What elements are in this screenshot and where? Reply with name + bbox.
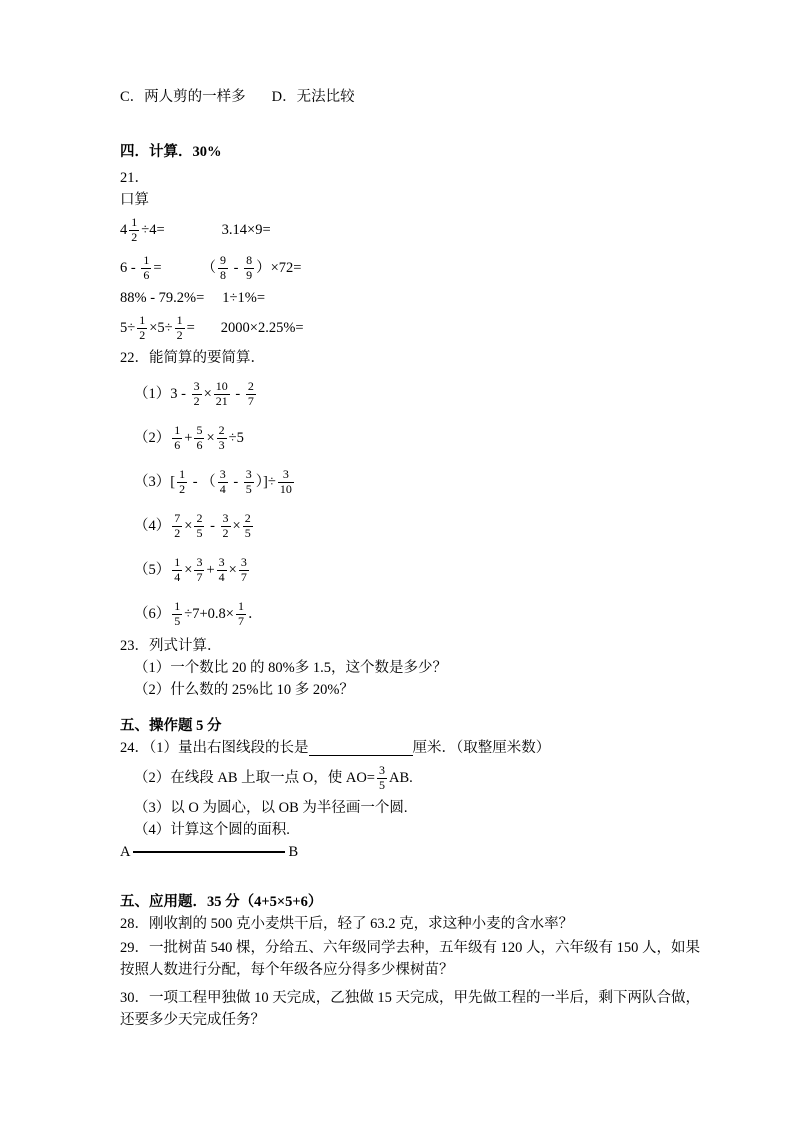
text-run: ÷7+0.8× <box>184 606 234 622</box>
fraction <box>172 512 182 541</box>
text-run: 按照人数进行分配，每个年级各应分得多少棵树苗？ <box>120 962 454 978</box>
line-segment <box>133 851 285 853</box>
fraction-denominator: 6 <box>143 267 150 282</box>
fraction <box>194 556 204 585</box>
item-29-line-2 <box>120 959 793 981</box>
section-heading-application <box>120 891 793 913</box>
fraction <box>194 424 204 453</box>
fraction-denominator: 4 <box>219 481 226 496</box>
fraction-denominator: 7 <box>196 569 203 584</box>
fraction <box>214 380 230 409</box>
fraction-denominator: 7 <box>237 613 244 628</box>
fraction-numerator: 10 <box>215 378 228 393</box>
text-run: - <box>230 260 243 276</box>
item-23-sub-2 <box>134 679 793 701</box>
fraction-numerator: 3 <box>245 466 252 481</box>
simplify-expr-4 <box>134 507 793 545</box>
text-run: AB. <box>388 770 413 786</box>
item-29-line-1 <box>120 937 793 959</box>
text-run: 21． <box>120 170 149 186</box>
section-heading-operation <box>120 715 793 737</box>
fraction-numerator: 2 <box>247 378 254 393</box>
fraction-denominator: 5 <box>245 481 252 496</box>
fraction-denominator: 21 <box>215 393 228 408</box>
fraction-numerator: 2 <box>218 422 225 437</box>
fraction-denominator: 2 <box>222 525 229 540</box>
fraction-denominator: 2 <box>139 327 146 342</box>
text-run: 五、应用题．35 分（4+5×5+6） <box>120 894 323 910</box>
text-run: 四．计算．30% <box>120 144 222 160</box>
fraction-numerator: 8 <box>246 252 253 267</box>
text-run: ÷5 <box>228 430 244 446</box>
section-heading-calc <box>120 141 793 163</box>
fraction-denominator: 5 <box>244 525 251 540</box>
text-run: ÷4= <box>141 222 165 238</box>
text-run: 3.14×9= <box>221 222 271 238</box>
text-run: （3）[ <box>134 474 176 490</box>
fraction-numerator: 1 <box>179 466 186 481</box>
item-24-sub-2 <box>134 759 793 797</box>
fraction-denominator: 8 <box>220 267 227 282</box>
item-30-line-1 <box>120 987 793 1009</box>
item-28 <box>120 913 793 935</box>
text-run: × <box>228 562 237 578</box>
fraction-numerator: 1 <box>174 422 181 437</box>
fraction <box>246 380 256 409</box>
fraction-numerator: 3 <box>378 762 385 777</box>
segment-figure <box>120 841 793 863</box>
fraction-denominator: 4 <box>174 569 181 584</box>
fraction <box>141 254 151 283</box>
fraction-numerator: 5 <box>196 422 203 437</box>
fraction-numerator: 7 <box>174 510 181 525</box>
text-run: 23．列式计算． <box>120 638 222 654</box>
fraction <box>129 216 139 245</box>
text-run: B <box>288 844 299 860</box>
text-run: 88% - 79.2%= <box>120 290 205 306</box>
fraction-denominator: 6 <box>196 437 203 452</box>
text-run: （5） <box>134 562 171 578</box>
fraction-numerator: 2 <box>244 510 251 525</box>
text-run: = <box>186 320 195 336</box>
text-run: （2） <box>134 430 171 446</box>
text-run: ×5÷ <box>149 320 173 336</box>
text-run: 5÷ <box>120 320 136 336</box>
item-21-label <box>120 167 793 189</box>
fraction <box>175 314 185 343</box>
fraction-denominator: 7 <box>240 569 247 584</box>
text-run: ）]÷ <box>255 474 276 490</box>
fraction-numerator: 1 <box>174 554 181 569</box>
simplify-expr-2 <box>134 419 793 457</box>
text-run: 4 <box>120 222 128 238</box>
text-run: = <box>153 260 162 276</box>
text-run: + <box>184 430 193 446</box>
text-run: 口算 <box>120 192 149 208</box>
fraction <box>177 468 187 497</box>
fraction-denominator: 4 <box>218 569 225 584</box>
fraction <box>377 764 387 793</box>
fraction-numerator: 1 <box>174 598 181 613</box>
fraction-numerator: 1 <box>143 252 150 267</box>
fraction-numerator: 3 <box>196 554 203 569</box>
fraction-numerator: 3 <box>240 554 247 569</box>
text-run: C．两人剪的一样多 <box>120 89 246 105</box>
text-run: - <box>229 474 242 490</box>
text-run: 30．一项工程甲独做 10 天完成，乙独做 15 天完成，甲先做工程的一半后，剩下两队合做， <box>120 990 700 1006</box>
fraction <box>244 468 254 497</box>
fraction <box>194 512 204 541</box>
item-30-line-2 <box>120 1009 793 1031</box>
text-run: - （ <box>189 474 216 490</box>
text-run: 厘米．（取整厘米数） <box>412 740 551 756</box>
fraction-numerator: 9 <box>220 252 227 267</box>
item-22-label <box>120 347 793 369</box>
fraction-denominator: 5 <box>196 525 203 540</box>
text-run: A <box>120 844 131 860</box>
options-line <box>120 86 793 108</box>
fraction <box>217 424 227 453</box>
text-run: （1）一个数比 20 的 80%多 1.5，这个数是多少？ <box>134 660 447 676</box>
item-24-sub-4 <box>134 819 793 841</box>
fraction-numerator: 1 <box>176 312 183 327</box>
fraction <box>278 468 294 497</box>
fraction-denominator: 5 <box>378 777 385 792</box>
text-run: + <box>206 562 215 578</box>
text-run: （ <box>201 260 217 276</box>
text-run: （4）计算这个圆的面积. <box>134 822 290 838</box>
fraction-denominator: 2 <box>131 229 138 244</box>
text-run: 28．刚收割的 500 克小麦烘干后，轻了 63.2 克，求这种小麦的含水率？ <box>120 916 574 932</box>
fraction <box>221 512 231 541</box>
text-run: 五、操作题 5 分 <box>120 718 222 734</box>
text-run: × <box>203 386 212 402</box>
fraction-numerator: 3 <box>193 378 200 393</box>
fraction-numerator: 3 <box>218 554 225 569</box>
fraction <box>172 556 182 585</box>
text-run: （4） <box>134 518 171 534</box>
text-run: 还要多少天完成任务？ <box>120 1012 265 1028</box>
text-run: - <box>231 386 244 402</box>
fraction-denominator: 2 <box>176 327 183 342</box>
fraction <box>218 254 228 283</box>
fraction-numerator: 1 <box>237 598 244 613</box>
oral-row-1 <box>120 211 793 249</box>
simplify-expr-1 <box>134 375 793 413</box>
fraction-numerator: 1 <box>139 312 146 327</box>
text-run: × <box>206 430 215 446</box>
fraction-numerator: 1 <box>131 214 138 229</box>
fraction <box>218 468 228 497</box>
fraction-numerator: 3 <box>222 510 229 525</box>
fraction-denominator: 3 <box>218 437 225 452</box>
simplify-expr-3 <box>134 463 793 501</box>
fraction-numerator: 2 <box>196 510 203 525</box>
oral-row-2 <box>120 249 793 287</box>
fraction <box>243 512 253 541</box>
fraction-numerator: 3 <box>282 466 289 481</box>
fraction-denominator: 6 <box>174 437 181 452</box>
text-run: × <box>184 518 193 534</box>
text-run: 24．（1）量出右图线段的长是 <box>120 740 309 756</box>
text-run: 6 - <box>120 260 140 276</box>
answer-blank <box>309 742 413 756</box>
fraction-numerator: 3 <box>219 466 226 481</box>
text-run: 1÷1%= <box>222 290 266 306</box>
fraction-denominator: 5 <box>174 613 181 628</box>
fraction-denominator: 2 <box>179 481 186 496</box>
fraction-denominator: 10 <box>279 481 292 496</box>
item-24-sub-3 <box>134 797 793 819</box>
text-run: × <box>232 518 241 534</box>
item-24-sub-1 <box>120 737 793 759</box>
text-run: × <box>184 562 193 578</box>
fraction <box>239 556 249 585</box>
fraction <box>217 556 227 585</box>
oral-row-3 <box>120 287 793 309</box>
fraction-denominator: 2 <box>193 393 200 408</box>
fraction <box>192 380 202 409</box>
simplify-expr-6 <box>134 595 793 633</box>
text-run: （2）在线段 AB 上取一点 O，使 AO= <box>134 770 375 786</box>
text-run: （6） <box>134 606 171 622</box>
text-run: （1）3 - <box>134 386 190 402</box>
text-run: 29．一批树苗 540 棵，分给五、六年级同学去种，五年级有 120 人，六年级有 150 人，如果 <box>120 940 700 956</box>
fraction-denominator: 7 <box>247 393 254 408</box>
text-run: 2000×2.25%= <box>220 320 304 336</box>
oral-calc-label <box>120 189 793 211</box>
item-23-sub-1 <box>134 657 793 679</box>
text-run: ． <box>247 606 263 622</box>
text-run: （3）以 O 为圆心，以 OB 为半径画一个圆. <box>134 800 408 816</box>
fraction-denominator: 2 <box>174 525 181 540</box>
text-run: D．无法比较 <box>271 89 355 105</box>
fraction <box>244 254 254 283</box>
text-run: ）×72= <box>256 260 302 276</box>
text-run: （2）什么数的 25%比 10 多 20%？ <box>134 682 354 698</box>
fraction <box>172 600 182 629</box>
fraction <box>137 314 147 343</box>
text-run: - <box>206 518 219 534</box>
fraction <box>236 600 246 629</box>
fraction-denominator: 9 <box>246 267 253 282</box>
oral-row-4 <box>120 309 793 347</box>
text-run: 22．能简算的要简算． <box>120 350 265 366</box>
fraction <box>172 424 182 453</box>
item-23-label <box>120 635 793 657</box>
simplify-expr-5 <box>134 551 793 589</box>
